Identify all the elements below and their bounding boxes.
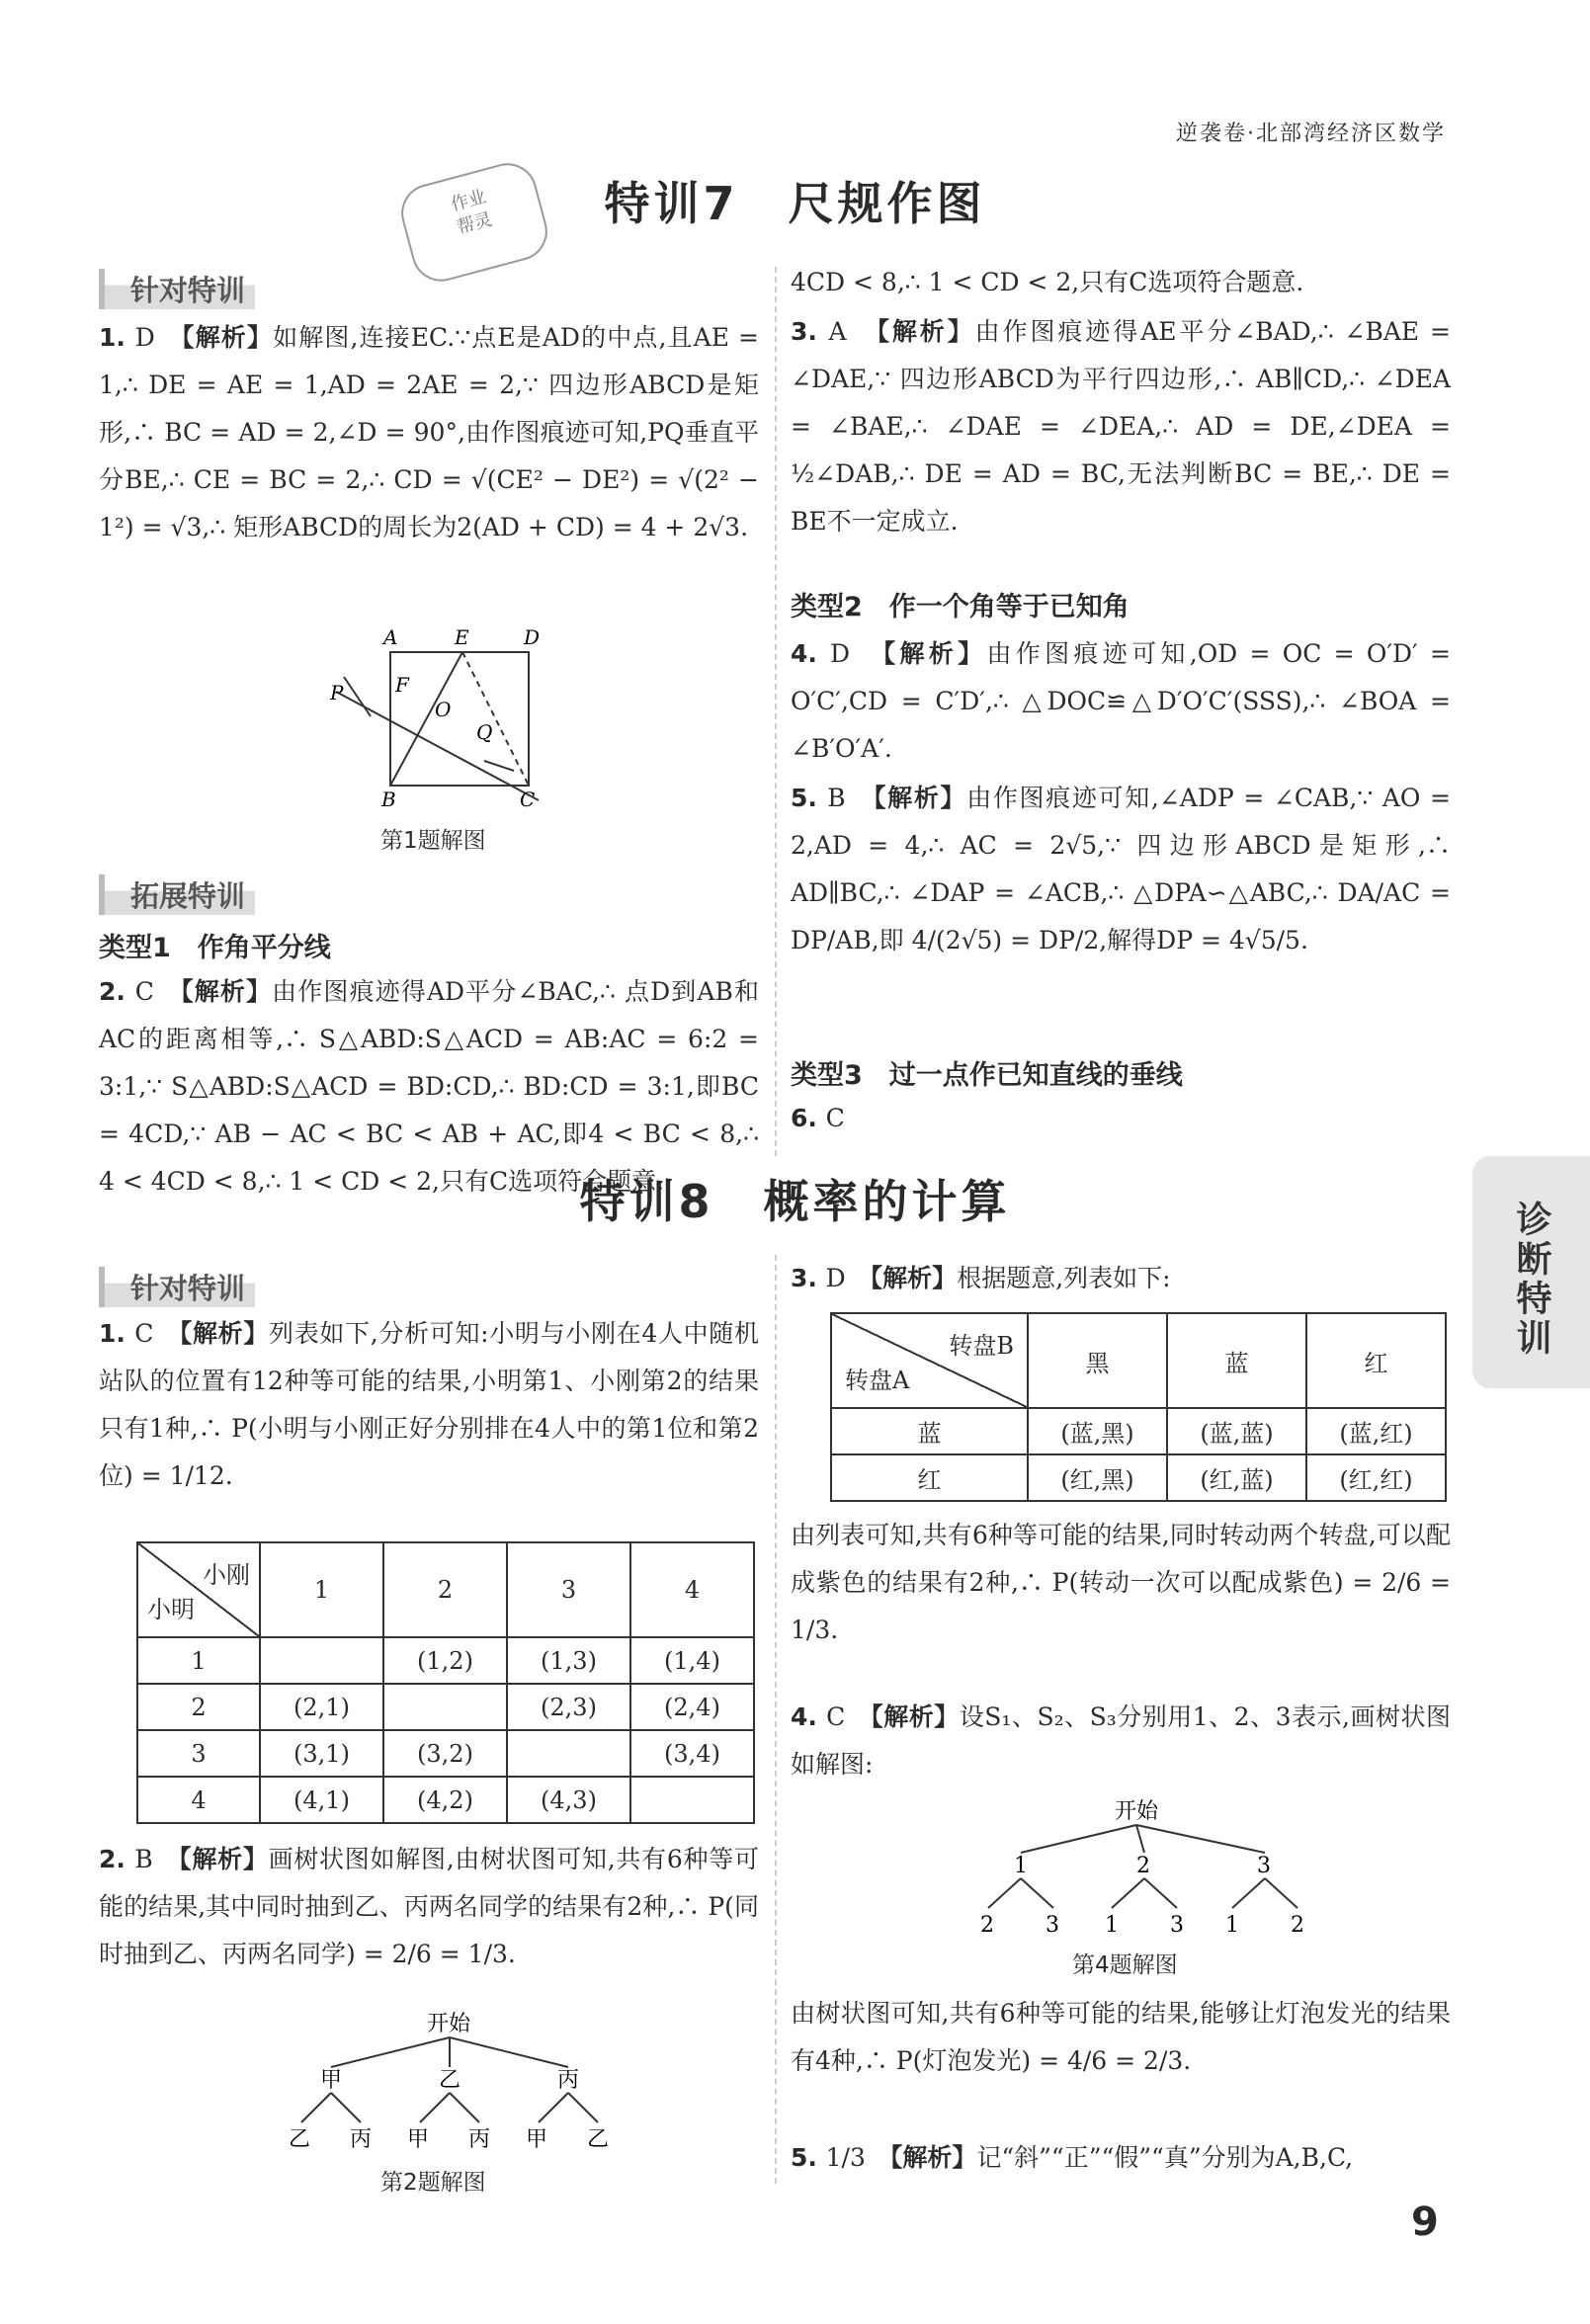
table1-cell: (3,1) (260, 1730, 383, 1777)
table1-cell (507, 1730, 630, 1777)
table1-cell: (4,1) (260, 1777, 383, 1823)
table1-col-header: 3 (507, 1542, 630, 1637)
fig1-label-e: E (455, 625, 469, 649)
q-number: 4. (791, 639, 830, 668)
fig1-caption: 第1题解图 (380, 828, 486, 854)
tree2-leaf: 丙 (350, 2127, 373, 2152)
fig1-label-b: B (381, 788, 396, 811)
q-label: 【解析】 (889, 2143, 977, 2172)
section7-title: 特训7 尺规作图 (604, 177, 986, 230)
q-number: 5. (791, 784, 828, 812)
table3-cell: 红 (831, 1454, 1028, 1501)
tree4-root: 开始 (1115, 1799, 1159, 1824)
tree4-leaf: 3 (1170, 1913, 1184, 1938)
s7-q1 (99, 314, 759, 551)
table-row (137, 1684, 754, 1730)
column-divider (775, 267, 777, 1156)
q-label: 【解析】 (179, 1845, 269, 1873)
q-label: 【解析】 (871, 1702, 960, 1731)
table1-cell: (2,4) (630, 1684, 754, 1730)
q-text: 画树状图如解图,由树状图可知,共有6种等可能的结果,其中同时抽到乙、丙两名同学的结果有2种,∴ P(同时抽到乙、丙两名同学) = 2/6 = 1/3. (99, 1845, 759, 1968)
s8-q2 (99, 1836, 759, 1978)
fig1-label-q: Q (476, 720, 493, 744)
tree4-node: 1 (1014, 1854, 1028, 1878)
table3-cell: (蓝,红) (1306, 1408, 1446, 1454)
running-header: 逆袭卷·北部湾经济区数学 (1176, 122, 1446, 146)
tree2-leaf: 甲 (407, 2127, 430, 2152)
tree2-leaf: 乙 (587, 2127, 610, 2152)
s8-q3 (791, 1255, 1451, 1302)
q-text: 列表如下,分析可知:小明与小刚在4人中随机站队的位置有12种等可能的结果,小明第1、小刚第2的结果只有1种,∴ P(小明与小刚正好分别排在4人中的第1位和第2位) = 1/12. (99, 1319, 759, 1490)
tree2-root: 开始 (427, 2012, 471, 2036)
tree2-node: 丙 (557, 2068, 580, 2093)
table-row (831, 1408, 1446, 1454)
s7-q3 (791, 308, 1451, 545)
q-label: 【解析】 (877, 317, 975, 346)
table-row (137, 1730, 754, 1777)
table1-col-header: 2 (383, 1542, 507, 1637)
q-label: 【解析】 (874, 784, 967, 812)
s8-table1 (136, 1541, 755, 1824)
s8-q1 (99, 1310, 759, 1500)
table3-corner-bottom: 转盘A (845, 1367, 910, 1394)
q-answer: C (134, 977, 154, 1006)
fig1-label-d: D (524, 625, 541, 649)
q-label: 【解析】 (181, 977, 273, 1006)
tree4-leaf: 1 (1225, 1913, 1239, 1938)
tree4-leaf: 2 (980, 1913, 994, 1938)
q-number: 2. (99, 1845, 135, 1873)
s8-q4-conclusion: 由树状图可知,共有6种等可能的结果,能够让灯泡发光的结果有4种,∴ P(灯泡发光) = 4/6 = 2/3. (791, 1999, 1451, 2075)
table1-cell: (4,3) (507, 1777, 630, 1823)
table1-cell: (4,2) (383, 1777, 507, 1823)
q-answer: B (134, 1845, 153, 1873)
table1-cell: 4 (137, 1777, 260, 1823)
table1-corner-top: 小刚 (203, 1561, 250, 1589)
fig1-rectangle-diagram (316, 622, 563, 810)
fig1-label-o: O (435, 698, 452, 721)
table-row (137, 1777, 754, 1823)
q-answer: D (825, 1264, 846, 1292)
q-number: 3. (791, 317, 829, 346)
s7-type3: 类型3 过一点作已知直线的垂线 (791, 1060, 1183, 1091)
table1-cell (383, 1684, 507, 1730)
fig4-tree-diagram (959, 1793, 1314, 1942)
side-tab[interactable] (1472, 1156, 1590, 1388)
tree4-leaf: 3 (1046, 1913, 1059, 1938)
s7-q2-continued: 4CD < 8,∴ 1 < CD < 2,只有C选项符合题意. (791, 268, 1304, 296)
table-row (137, 1637, 754, 1684)
q-label: 【解析】 (882, 639, 987, 668)
q-text: 由作图痕迹得AD平分∠BAC,∴ 点D到AB和AC的距离相等,∴ S△ABD:S△ACD = AB:AC = 6:2 = 3:1,∵ S△ABD:S△ACD = BD:CD,∴ BD:CD = 3:1,即BC = 4CD,∵ AB − AC < BC < AB + AC,即4 < BC < 8,∴ 4 < 4CD < 8,∴ 1 < CD < 2,只有C选项符合题意. (99, 977, 759, 1196)
table3-cell: (红,红) (1306, 1454, 1446, 1501)
table1-cell: 2 (137, 1684, 260, 1730)
table3-col-header: 蓝 (1167, 1313, 1306, 1408)
table1-col-header: 4 (630, 1542, 754, 1637)
q-number: 1. (99, 323, 135, 352)
fig4-caption: 第4题解图 (1072, 1952, 1178, 1978)
fig1-label-a: A (383, 625, 398, 649)
q-answer: A (828, 317, 847, 346)
table1-cell: (2,3) (507, 1684, 630, 1730)
table3-cell: (红,黑) (1028, 1454, 1167, 1501)
s7-q2 (99, 968, 759, 1196)
fig1-label-f: F (395, 673, 409, 697)
q-label: 【解析】 (182, 323, 274, 352)
q-text: 由作图痕迹得AE平分∠BAD,∴ ∠BAE = ∠DAE,∵ 四边形ABCD为平行四边形,∴ AB∥CD,∴ ∠DEA = ∠BAE,∴ ∠DAE = ∠DEA,∴ AD = DE,∠DEA = ½∠DAB,∴ DE = AD = BC,无法判断BC = BE,∴ DE = BE不一定成立. (791, 317, 1451, 536)
table3-corner (831, 1313, 1028, 1408)
tree4-leaf: 2 (1291, 1913, 1304, 1938)
s7-type1: 类型1 作角平分线 (99, 933, 331, 963)
table3-corner-top: 转盘B (949, 1332, 1014, 1360)
q-answer: D (829, 639, 850, 668)
table1-corner-bottom: 小明 (147, 1596, 195, 1623)
table3-cell: (蓝,蓝) (1167, 1408, 1306, 1454)
table1-cell (630, 1777, 754, 1823)
table1-cell: (3,4) (630, 1730, 754, 1777)
q-answer: C (825, 1104, 845, 1132)
q-label: 【解析】 (179, 1319, 270, 1348)
table1-cell: (1,2) (383, 1637, 507, 1684)
q-answer: C (826, 1702, 846, 1731)
table1-cell: (2,1) (260, 1684, 383, 1730)
s7-type2: 类型2 作一个角等于已知角 (791, 592, 1130, 622)
q-number: 3. (791, 1264, 826, 1292)
section8-sub-targeted: 针对特训 (99, 1267, 255, 1307)
page-number: 9 (1411, 2200, 1439, 2245)
section7-sub-targeted: 针对特训 (99, 269, 255, 309)
q-number: 4. (791, 1702, 827, 1731)
tree2-node: 乙 (439, 2068, 461, 2093)
table1-col-header: 1 (260, 1542, 383, 1637)
stamp-line1: 作业 (449, 186, 489, 216)
table1-corner (137, 1542, 260, 1637)
table1-cell: 3 (137, 1730, 260, 1777)
table1-cell (260, 1637, 383, 1684)
table1-cell: 1 (137, 1637, 260, 1684)
s7-q6 (791, 1095, 1451, 1142)
tree4-node: 3 (1257, 1854, 1271, 1878)
tree2-leaf: 乙 (289, 2127, 311, 2152)
table-row (831, 1454, 1446, 1501)
q-answer: C (134, 1319, 154, 1348)
table1-cell: (1,3) (507, 1637, 630, 1684)
q-answer: D (134, 323, 155, 352)
q-number: 5. (791, 2143, 826, 2172)
table3-cell: (蓝,黑) (1028, 1408, 1167, 1454)
q-label: 【解析】 (870, 1264, 958, 1292)
q-text: 根据题意,列表如下: (957, 1264, 1171, 1292)
table1-cell: (3,2) (383, 1730, 507, 1777)
q-number: 1. (99, 1319, 135, 1348)
section7-sub-extended: 拓展特训 (99, 874, 255, 915)
table3-col-header: 黑 (1028, 1313, 1167, 1408)
s8-q3-conclusion: 由列表可知,共有6种等可能的结果,同时转动两个转盘,可以配成紫色的结果有2种,∴ P(转动一次可以配成紫色) = 2/6 = 1/3. (791, 1521, 1451, 1644)
side-tab-label: 诊断特训 (1511, 1201, 1551, 1359)
stamp-line2: 帮灵 (455, 208, 495, 239)
tree2-leaf: 甲 (526, 2127, 548, 2152)
tree2-leaf: 丙 (468, 2127, 491, 2152)
fig1-label-c: C (520, 788, 536, 811)
table3-cell: 蓝 (831, 1408, 1028, 1454)
table3-cell: (红,蓝) (1167, 1454, 1306, 1501)
tree2-node: 甲 (320, 2068, 343, 2093)
fig2-caption: 第2题解图 (380, 2170, 486, 2196)
q-text: 如解图,连接EC.∵点E是AD的中点,且AE = 1,∴ DE = AE = 1,AD = 2AE = 2,∵ 四边形ABCD是矩形,∴ BC = AD = 2,∠D = 90°,由作图痕迹可知,PQ垂直平分BE,∴ CE = BC = 2,∴ CD = √(CE² − DE²) = √(2² − 1²) = √3,∴ 矩形ABCD的周长为2(AD + CD) = 4 + 2√3. (99, 323, 759, 541)
section8-title: 特训8 概率的计算 (579, 1175, 1011, 1228)
q-answer: B (827, 784, 846, 812)
column-divider-2 (775, 1255, 777, 2184)
table1-cell: (1,4) (630, 1637, 754, 1684)
table3-col-header: 红 (1306, 1313, 1446, 1408)
s8-table3 (830, 1312, 1447, 1502)
q-text: 由作图痕迹可知,∠ADP = ∠CAB,∵ AO = 2,AD = 4,∴ AC = 2√5,∵ 四边形ABCD是矩形,∴ AD∥BC,∴ ∠DAP = ∠ACB,∴ △DPA∽△ABC,∴ DA/AC = DP/AB,即 4/(2√5) = DP/2,解得DP = 4√5/5. (791, 784, 1451, 954)
tree4-node: 2 (1136, 1854, 1150, 1878)
q-text: 记“斜”“正”“假”“真”分别为A,B,C, (976, 2143, 1354, 2172)
s8-q5 (791, 2134, 1451, 2182)
tree4-leaf: 1 (1105, 1913, 1119, 1938)
fig2-tree-diagram (267, 2006, 623, 2154)
q-number: 2. (99, 977, 135, 1006)
s7-q4 (791, 630, 1451, 773)
q-number: 6. (791, 1104, 826, 1132)
s8-q4 (791, 1694, 1451, 1788)
q-text: 设S₁、S₂、S₃分别用1、2、3表示,画树状图如解图: (791, 1702, 1451, 1779)
s7-q5 (791, 775, 1451, 964)
q-text: 由作图痕迹可知,OD = OC = O′D′ = O′C′,CD = C′D′,∴ △DOC≌△D′O′C′(SSS),∴ ∠BOA = ∠B′O′A′. (791, 639, 1451, 763)
q-answer: 1/3 (825, 2143, 866, 2172)
fig1-label-p: P (330, 681, 344, 705)
